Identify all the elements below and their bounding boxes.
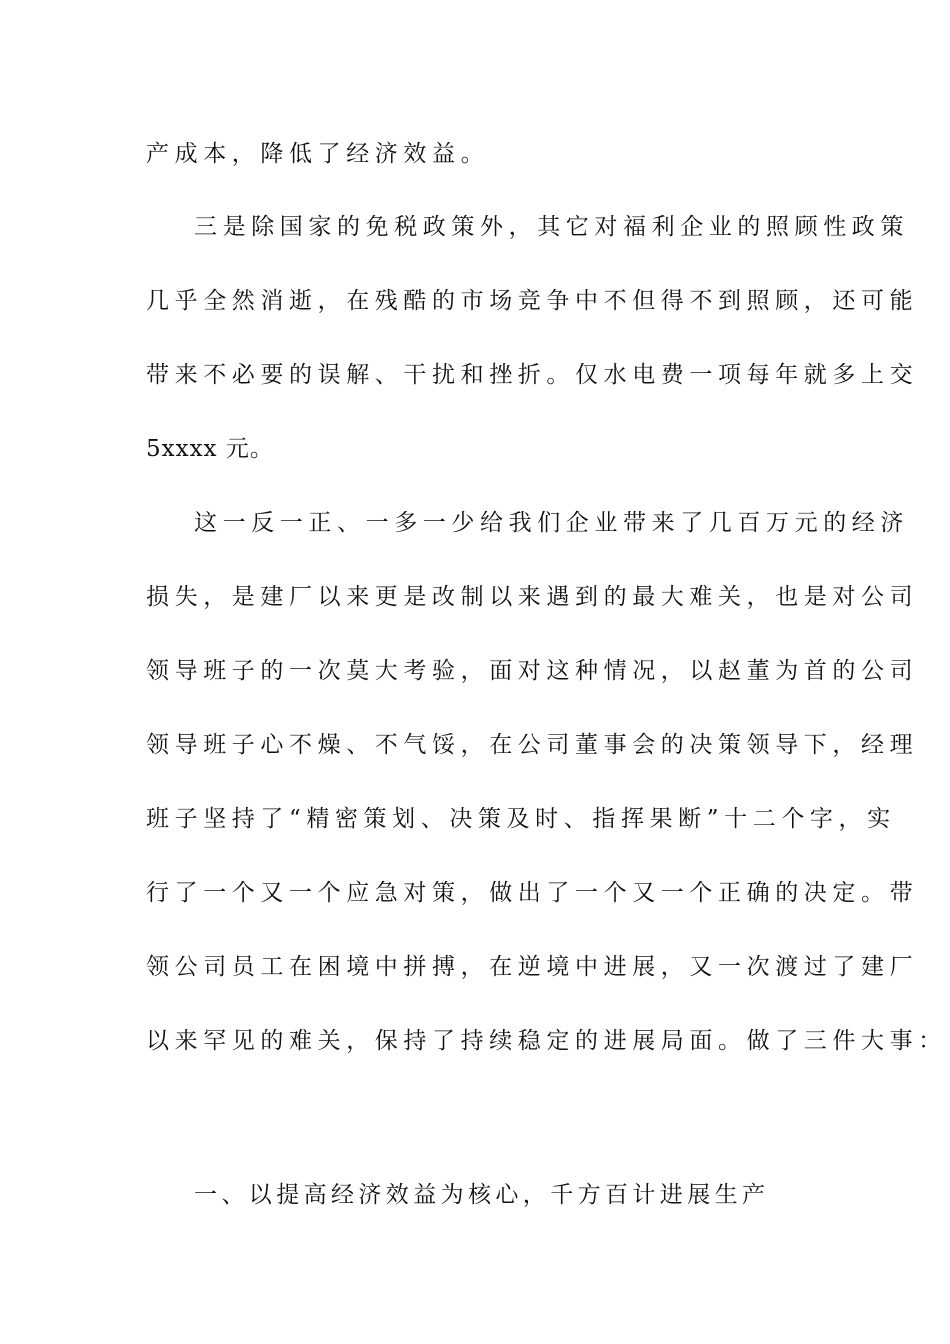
paragraph-line: 领导班子心不燥、不气馁，在公司董事会的决策领导下，经理: [146, 732, 919, 758]
paragraph-line: 产成本，降低了经济效益。: [146, 141, 490, 167]
section-heading: 一、以提高经济效益为核心，千方百计进展生产: [194, 1182, 770, 1208]
paragraph-line: 班子坚持了“精密策划、决策及时、指挥果断”十二个字，实: [146, 806, 896, 832]
paragraph-line: 几乎全然消逝，在残酷的市场竞争中不但得不到照顾，还可能: [146, 288, 919, 314]
paragraph-line: 带来不必要的误解、干扰和挫折。仅水电费一项每年就多上交: [146, 362, 919, 388]
paragraph-line: 5xxxx 元。: [146, 436, 274, 462]
paragraph-line: 行了一个又一个应急对策，做出了一个又一个正确的决定。带: [146, 880, 919, 906]
paragraph-line: 损失，是建厂以来更是改制以来遇到的最大难关，也是对公司: [146, 584, 919, 610]
paragraph-line: 这一反一正、一多一少给我们企业带来了几百万元的经济: [194, 510, 909, 536]
paragraph-line: 领导班子的一次莫大考验，面对这种情况，以赵董为首的公司: [146, 658, 919, 684]
paragraph-line: 三是除国家的免税政策外，其它对福利企业的照顾性政策: [194, 214, 909, 240]
paragraph-line: 领公司员工在困境中拼搏，在逆境中进展，又一次渡过了建厂: [146, 954, 919, 980]
paragraph-line: 以来罕见的难关，保持了持续稳定的进展局面。做了三件大事：: [146, 1028, 947, 1054]
